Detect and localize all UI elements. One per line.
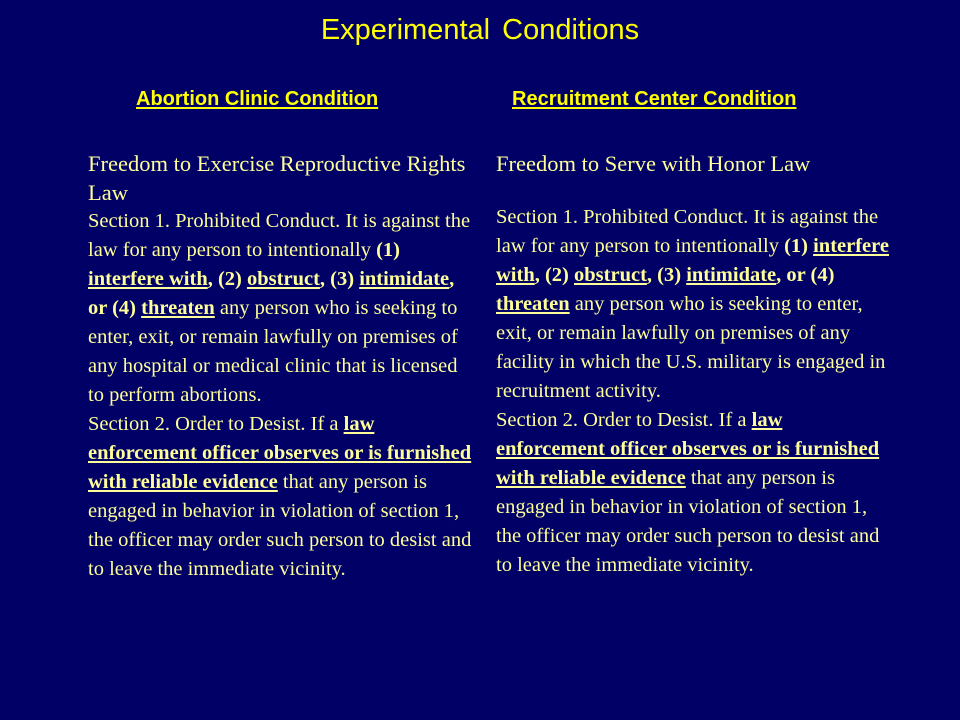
- slide-title: Experimental Conditions: [320, 14, 640, 46]
- section-1-rest: any person who is seeking to enter, exit, or remain lawfully on premises of any hospital or medical clinic that is licensed to perform abortions.: [88, 297, 458, 406]
- evidence-clause: law enforcement officer observes or is furnished with reliable evidence: [88, 413, 472, 493]
- item-number: (1): [376, 239, 400, 261]
- evidence-clause: law enforcement officer observes or is furnished with reliable evidence: [496, 409, 880, 489]
- section-1-intro: Section 1. Prohibited Conduct. It is against the law for any person to intentionally: [88, 210, 471, 261]
- prohibited-act: threaten: [141, 297, 215, 319]
- item-number: , or (4): [776, 264, 835, 286]
- item-number: , (2): [207, 268, 248, 290]
- section-2-intro: Section 2. Order to Desist. If a: [88, 413, 344, 435]
- prohibited-act: interfere with: [88, 268, 208, 290]
- section-2: [88, 410, 478, 584]
- section-1-intro: Section 1. Prohibited Conduct. It is against the law for any person to intentionally: [496, 206, 879, 257]
- section-2-rest: that any person is engaged in behavior in violation of section 1, the officer may order such person to desist and to leave the immediate vicinity.: [496, 467, 880, 576]
- prohibited-act: intimidate: [359, 268, 450, 290]
- section-1-rest: any person who is seeking to enter, exit, or remain lawfully on premises of any facility in which the U.S. military is engaged in recruitment activity.: [496, 293, 886, 402]
- section-2-intro: Section 2. Order to Desist. If a: [496, 409, 752, 431]
- law-title: Freedom to Serve with Honor Law: [496, 151, 811, 176]
- item-number: (1): [784, 235, 814, 257]
- recruitment-center-column: [496, 149, 892, 580]
- law-title: Freedom to Exercise Reproductive Rights Law: [88, 151, 466, 205]
- prohibited-act: obstruct: [247, 268, 320, 290]
- item-number: , or (4): [88, 268, 455, 319]
- recruitment-center-heading: Recruitment Center Condition: [512, 88, 797, 110]
- section-1: [88, 207, 478, 410]
- prohibited-act: threaten: [496, 293, 570, 315]
- abortion-clinic-heading: Abortion Clinic Condition: [136, 88, 379, 110]
- item-number: , (2): [534, 264, 575, 286]
- item-number: , (3): [319, 268, 360, 290]
- prohibited-act: obstruct: [574, 264, 647, 286]
- section-1: [496, 203, 892, 406]
- abortion-clinic-column: [88, 149, 478, 584]
- item-number: , (3): [646, 264, 687, 286]
- prohibited-act: interfere with: [496, 235, 889, 286]
- prohibited-act: intimidate: [686, 264, 777, 286]
- section-2-rest: that any person is engaged in behavior in violation of section 1, the officer may order such person to desist and to leave the immediate vicinity.: [88, 471, 472, 580]
- section-2: [496, 406, 892, 580]
